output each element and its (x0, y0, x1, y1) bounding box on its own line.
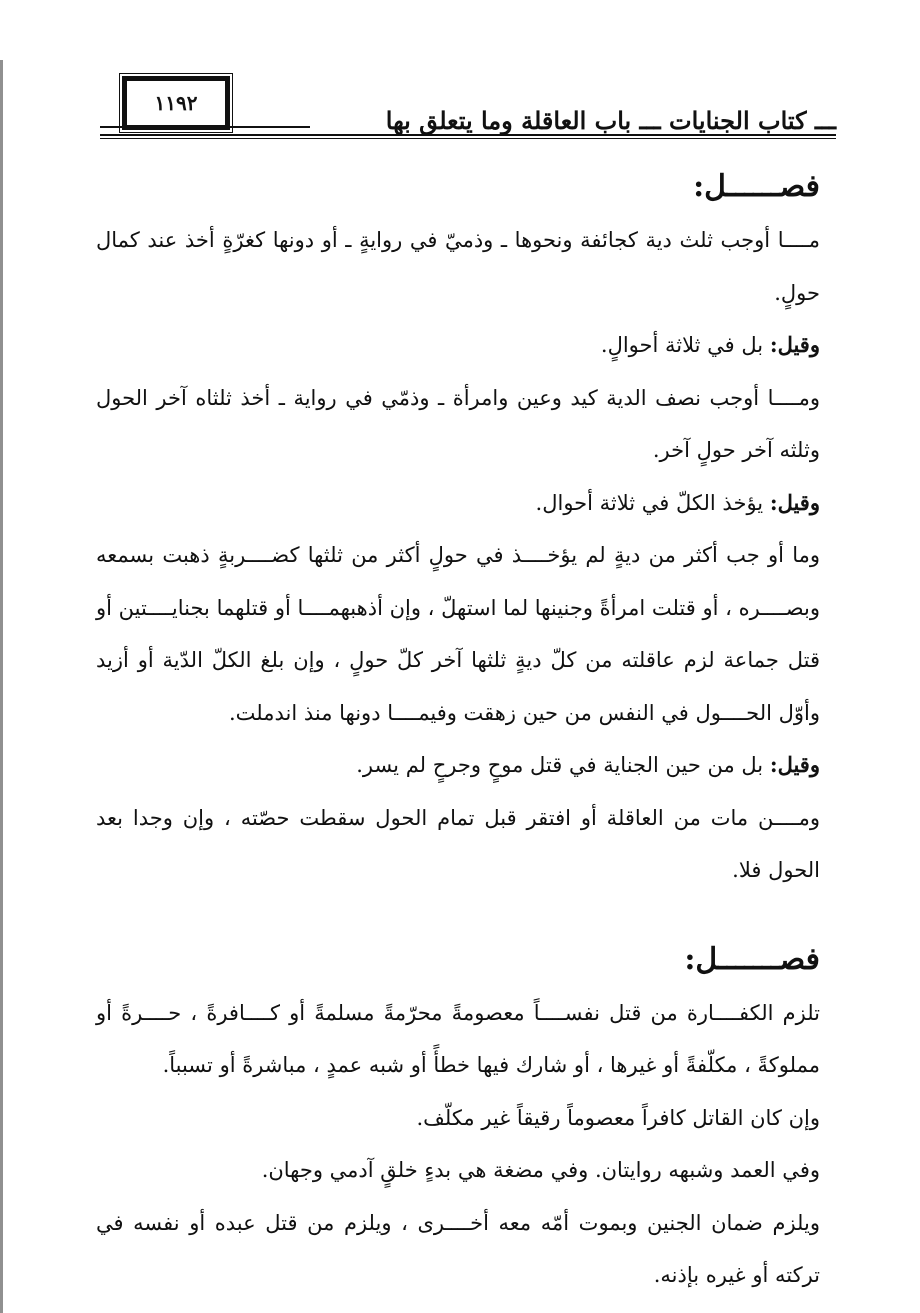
paragraph-lead: وقيل: (769, 489, 820, 515)
paragraph (96, 1197, 820, 1302)
header-rule-left (100, 126, 310, 128)
scan-page-edge (0, 60, 3, 1313)
paragraph-text: تلزم الكفــــارة من قتل نفســــاً معصومةً محرّمةً مسلمةً أو كــــافرةً ، حــــرةً أو مملوكةً ، مكلّفةً أو غيرها ، أو شارك فيها خطأً أو شبه عمدٍ ، مباشرةً أو تسبباً. (96, 1000, 820, 1077)
paragraph-text: وفي العمد وشبهه روايتان. وفي مضغة هي بدءٍ خلقٍ آدمي وجهان. (261, 1158, 820, 1182)
paragraph (96, 319, 820, 372)
section-heading: فصــــــل: (693, 169, 820, 204)
header-rule (100, 134, 836, 139)
section-1 (96, 160, 820, 897)
paragraph-lead: وقيل: (769, 332, 820, 357)
paragraph-text: ومــــا أوجب نصف الدية كيد وعين وامرأة ـ وذمّي في رواية ـ أخذ ثلثاه آخر الحول وثلثه آخر حولٍ آخر. (96, 385, 820, 462)
paragraph-text: وإن كان القاتل كافراً معصوماً رقيقاً غير مكلّف. (416, 1105, 820, 1130)
page-number-box (122, 76, 230, 130)
page-body (96, 160, 820, 1302)
page-number: ١١٩٢ (154, 91, 198, 115)
paragraph (96, 792, 820, 897)
paragraph (96, 372, 820, 477)
paragraph-text: بل من حين الجناية في قتل موحٍ وجرحٍ لم يسر. (356, 753, 770, 777)
paragraph-lead: وقيل: (769, 752, 820, 777)
page-header (100, 76, 836, 140)
paragraph (96, 987, 820, 1092)
paragraph-text: يؤخذ الكلّ في ثلاثة أحوال. (535, 490, 770, 515)
paragraph (96, 739, 820, 792)
paragraph-text: ومــــن مات من العاقلة أو افتقر قبل تمام الحول سقطت حصّته ، وإن وجدا بعد الحول فلا. (96, 805, 820, 882)
running-title: ـــ كتاب الجنايات ـــ باب العاقلة وما يتعلق بها (385, 106, 836, 135)
paragraph-text: مــــا أوجب ثلث دية كجائفة ونحوها ـ وذميّ في روايةٍ ـ أو دونها كغرّةٍ أخذ عند كمال حولٍ. (96, 228, 820, 305)
paragraph (96, 1092, 820, 1145)
section-2 (96, 933, 820, 1302)
section-gap (96, 897, 820, 933)
paragraph (96, 529, 820, 739)
paragraph (96, 1144, 820, 1197)
paragraph (96, 477, 820, 530)
paragraph-text: وما أو جب أكثر من ديةٍ لم يؤخــــذ في حولٍ أكثر من ثلثها كضــــربةٍ ذهبت بسمعه وبصــــره ، أو قتلت امرأةً وجنينها لما استهلّ ، وإن أذهبهمــــا أو قتلهما بجنايــــتين أو قتل جماعة لزم عاقلته من كلّ ديةٍ ثلثها آخر كلّ حولٍ ، وإن بلغ الكلّ الدّية أو أزيد وأوّل الحــــول في النفس من حين زهقت وفيمــــا دونها منذ اندملت. (96, 543, 820, 725)
paragraph (96, 214, 820, 319)
paragraph-text: بل في ثلاثة أحوالٍ. (600, 333, 770, 357)
section-heading: فصـــــــل: (684, 941, 820, 977)
paragraph-text: ويلزم ضمان الجنين وبموت أمّه معه أخــــرى ، ويلزم من قتل عبده أو نفسه في تركته أو غيره بإذنه. (96, 1210, 820, 1287)
